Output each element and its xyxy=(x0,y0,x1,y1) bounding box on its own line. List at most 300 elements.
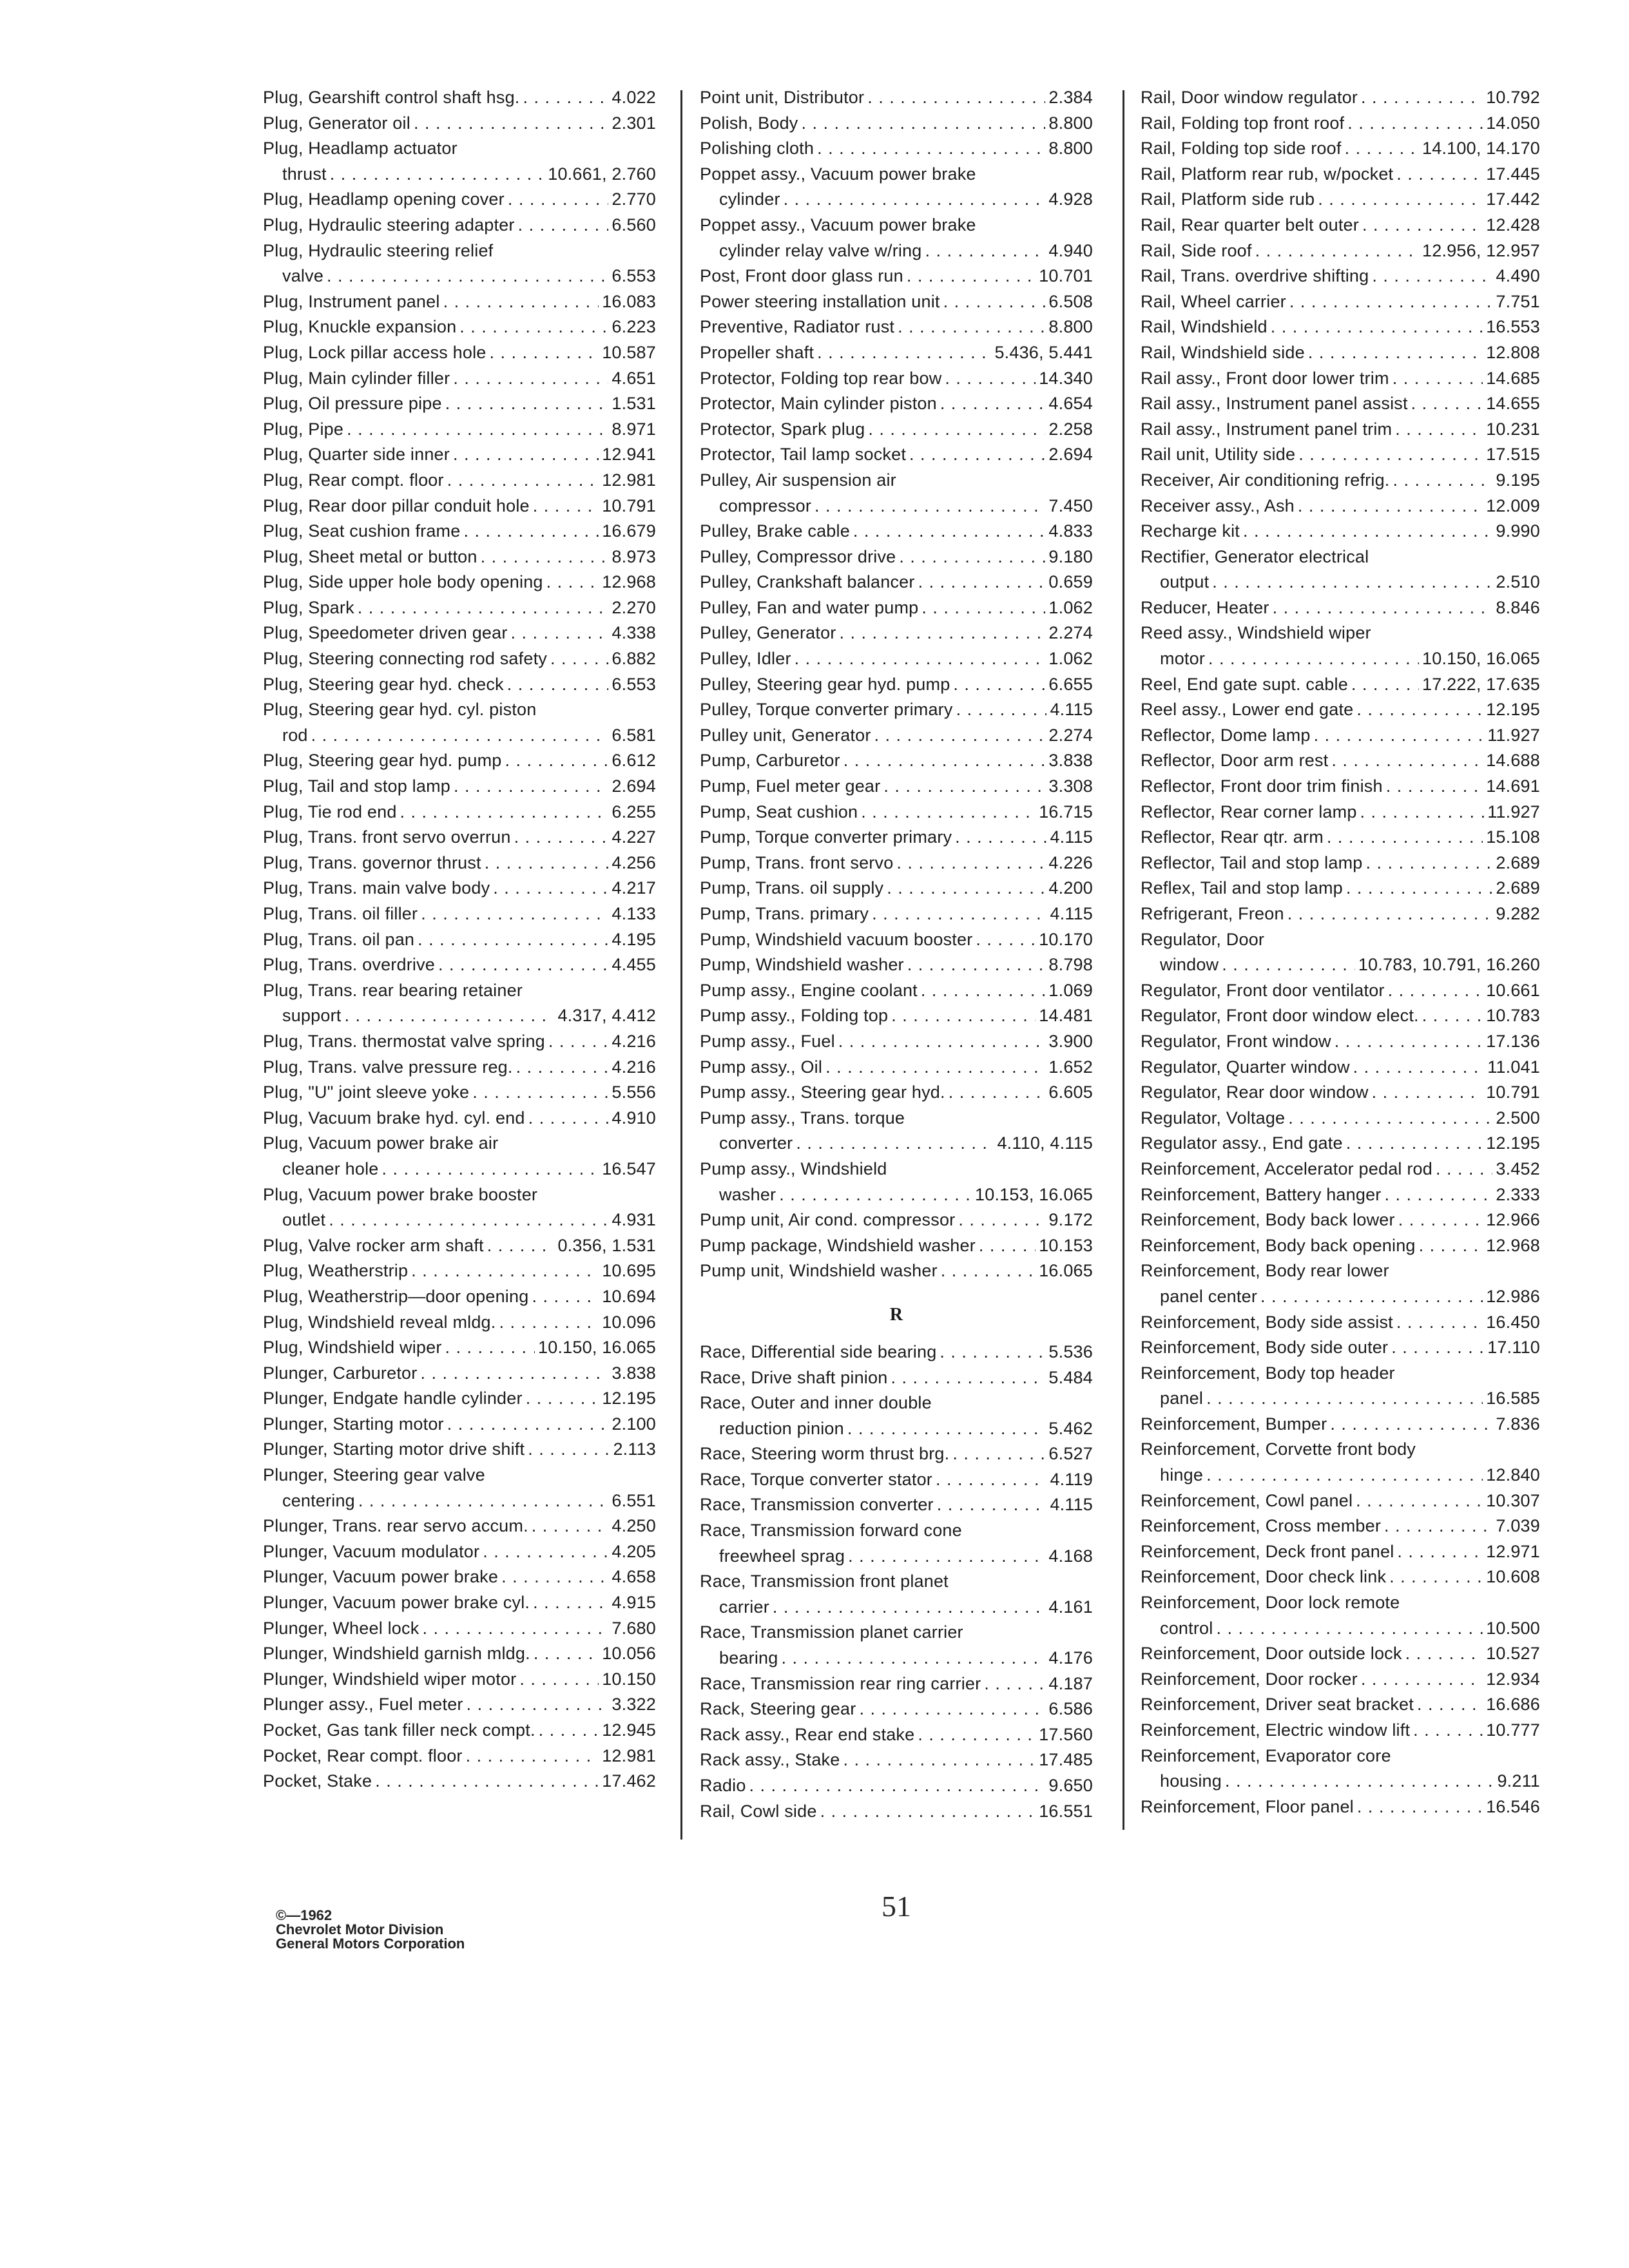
entry-heading: Poppet assy., Vacuum power brake xyxy=(700,215,976,235)
entry-reference: 12.428 xyxy=(1486,215,1540,235)
entry-label: Protector, Folding top rear bow xyxy=(700,368,942,388)
entry-label: Plug, Windshield reveal mldg. xyxy=(263,1312,496,1332)
entry-row xyxy=(263,1055,656,1081)
entry-row xyxy=(1141,595,1540,621)
entry-reference: 2.384 xyxy=(1048,88,1093,107)
entry-reference: 3.838 xyxy=(1048,751,1093,771)
entry-heading: Reed assy., Windshield wiper xyxy=(1141,623,1371,643)
entry-row xyxy=(263,1769,656,1794)
index-entry xyxy=(700,978,1093,1004)
index-entry xyxy=(263,1692,656,1718)
index-entry xyxy=(700,850,1093,876)
index-entry xyxy=(700,468,1093,519)
dot-leader xyxy=(779,1182,972,1208)
dot-leader xyxy=(358,595,609,621)
entry-row xyxy=(700,1441,1093,1467)
entry-reference: 5.556 xyxy=(612,1082,656,1102)
index-entry xyxy=(1141,1258,1540,1309)
index-entry xyxy=(1141,1361,1540,1412)
dot-leader xyxy=(418,927,608,953)
entry-reference: 4.651 xyxy=(612,368,656,388)
entry-label: Pump assy., Engine coolant xyxy=(700,980,918,1000)
entry-reference: 2.694 xyxy=(612,776,656,796)
dot-leader xyxy=(447,1412,609,1437)
dot-leader xyxy=(1396,162,1483,187)
entry-label: Regulator, Voltage xyxy=(1141,1108,1286,1128)
entry-reference: 17.485 xyxy=(1039,1750,1093,1770)
entry-row xyxy=(700,901,1093,927)
entry-label: Reflector, Dome lamp xyxy=(1141,725,1311,745)
dot-leader xyxy=(899,544,1045,570)
entry-label: Plug, Oil pressure pipe xyxy=(263,394,442,414)
entry-reference: 10.777 xyxy=(1486,1720,1540,1740)
dot-leader xyxy=(1362,213,1483,238)
dot-leader xyxy=(1419,1233,1483,1259)
index-entry xyxy=(700,1390,1093,1441)
entry-reference: 17.515 xyxy=(1486,445,1540,465)
index-entry xyxy=(1141,238,1540,264)
entry-label: Plug, Knuckle expansion xyxy=(263,317,457,337)
entry-label: Pump, Fuel meter gear xyxy=(700,776,881,796)
index-entry xyxy=(700,340,1093,366)
dot-leader xyxy=(485,850,609,876)
entry-row xyxy=(1141,1692,1540,1718)
entry-label: Regulator, Rear door window xyxy=(1141,1082,1369,1102)
entry-reference: 10.695 xyxy=(602,1261,656,1281)
entry-label: Pulley, Generator xyxy=(700,623,836,643)
dot-leader xyxy=(1353,1055,1485,1081)
entry-label: Rail, Door window regulator xyxy=(1141,88,1358,107)
entry-row xyxy=(263,1539,656,1565)
entry-row xyxy=(1141,85,1540,111)
entry-row xyxy=(263,774,656,800)
entry-label: Plug, Trans. oil pan xyxy=(263,929,415,949)
entry-label: Rail, Wheel carrier xyxy=(1141,291,1286,311)
entry-label: Plunger, Endgate handle cylinder xyxy=(263,1389,523,1408)
entry-reference: 10.701 xyxy=(1039,266,1093,286)
entry-label: Rail, Rear quarter belt outer xyxy=(1141,215,1359,235)
entry-reference: 6.551 xyxy=(612,1490,656,1510)
entry-label: Plug, Vacuum brake hyd. cyl. end xyxy=(263,1108,525,1128)
entry-reference: 1.062 xyxy=(1048,649,1093,669)
entry-reference: 7.751 xyxy=(1496,291,1540,311)
index-entry xyxy=(263,620,656,646)
dot-leader xyxy=(533,494,599,519)
entry-reference: 4.119 xyxy=(1050,1469,1093,1489)
index-entry xyxy=(700,1157,1093,1207)
entry-row xyxy=(700,952,1093,978)
index-entry xyxy=(700,1747,1093,1773)
entry-label: Pump, Windshield washer xyxy=(700,955,904,975)
entry-reference: 17.445 xyxy=(1486,164,1540,184)
index-entry xyxy=(263,1182,656,1233)
entry-label: Plug, Spark xyxy=(263,597,354,617)
dot-leader xyxy=(1345,136,1419,162)
entry-row xyxy=(1141,1284,1540,1310)
entry-label: Reflex, Tail and stop lamp xyxy=(1141,878,1343,898)
entry-row xyxy=(700,570,1093,595)
index-entry xyxy=(700,1799,1093,1825)
entry-label: centering xyxy=(282,1490,355,1510)
entry-reference: 10.791 xyxy=(1486,1082,1540,1102)
entry-row xyxy=(1141,1080,1540,1106)
dot-leader xyxy=(463,519,599,544)
entry-reference: 9.172 xyxy=(1048,1210,1093,1230)
entry-heading: Rectifier, Generator electrical xyxy=(1141,546,1369,566)
entry-label: Race, Drive shaft pinion xyxy=(700,1367,888,1387)
entry-row xyxy=(700,876,1093,901)
entry-row xyxy=(263,1335,656,1361)
dot-leader xyxy=(843,748,1046,774)
dot-leader xyxy=(1372,1080,1483,1106)
entry-row xyxy=(263,1361,656,1387)
entry-row xyxy=(263,519,656,544)
entry-heading: Race, Transmission front planet xyxy=(700,1571,949,1591)
index-entry xyxy=(1141,1080,1540,1106)
index-entry xyxy=(263,85,656,111)
column-divider-left xyxy=(680,90,682,1840)
entry-reference: 12.808 xyxy=(1486,342,1540,362)
entry-row xyxy=(263,672,656,698)
dot-leader xyxy=(853,519,1046,544)
index-entry xyxy=(1141,1157,1540,1182)
entry-label: freewheel sprag xyxy=(719,1546,845,1566)
entry-reference: 4.115 xyxy=(1050,904,1093,923)
entry-reference: 11.927 xyxy=(1487,802,1540,822)
entry-label: Rail, Windshield side xyxy=(1141,342,1305,362)
dot-leader xyxy=(817,340,991,366)
entry-label: Plunger, Vacuum power brake xyxy=(263,1567,499,1587)
entry-row xyxy=(1141,1157,1540,1182)
entry-reference: 4.455 xyxy=(612,955,656,975)
dot-leader xyxy=(539,1718,599,1744)
entry-reference: 17.560 xyxy=(1039,1724,1093,1744)
entry-row xyxy=(263,723,656,749)
index-entry xyxy=(700,314,1093,340)
dot-leader xyxy=(1366,850,1493,876)
entry-reference: 3.838 xyxy=(612,1363,656,1383)
index-entry xyxy=(1141,774,1540,800)
dot-leader xyxy=(1411,391,1483,417)
entry-reference: 12.934 xyxy=(1486,1669,1540,1689)
index-entry xyxy=(1141,264,1540,289)
dot-leader xyxy=(953,672,1045,698)
entry-reference: 3.308 xyxy=(1048,776,1093,796)
index-entry xyxy=(1141,442,1540,468)
entry-label: Reducer, Heater xyxy=(1141,597,1269,617)
entry-label: Pulley, Brake cable xyxy=(700,521,850,541)
entry-label: Reinforcement, Deck front panel xyxy=(1141,1541,1394,1561)
entry-label: Rail, Side roof xyxy=(1141,240,1252,260)
dot-leader xyxy=(501,1564,608,1590)
entry-label: Reflector, Front door trim finish xyxy=(1141,776,1383,796)
entry-row xyxy=(263,1641,656,1667)
index-entry xyxy=(1141,1667,1540,1693)
index-entry xyxy=(263,1437,656,1463)
entry-reference: 14.655 xyxy=(1486,394,1540,414)
dot-leader xyxy=(796,1131,994,1157)
dot-leader xyxy=(925,238,1046,264)
entry-label: Reinforcement, Body side assist xyxy=(1141,1312,1393,1332)
dot-leader xyxy=(548,1029,609,1055)
dot-leader xyxy=(422,1616,608,1642)
entry-reference: 8.800 xyxy=(1048,317,1093,337)
entry-label: carrier xyxy=(719,1597,769,1617)
index-entry xyxy=(263,1539,656,1565)
index-entry xyxy=(263,1361,656,1387)
index-entry xyxy=(1141,1641,1540,1667)
entry-row xyxy=(700,136,1093,162)
entry-label: Reinforcement, Battery hanger xyxy=(1141,1184,1382,1204)
dot-leader xyxy=(532,1514,609,1539)
index-entry xyxy=(263,1744,656,1769)
entry-row xyxy=(700,366,1093,392)
entry-label: Plug, "U" joint sleeve yoke xyxy=(263,1082,470,1102)
entry-label: converter xyxy=(719,1133,793,1153)
entry-row xyxy=(700,544,1093,570)
entry-reference: 4.490 xyxy=(1496,266,1540,286)
entry-row xyxy=(1141,136,1540,162)
entry-label: Pulley, Compressor drive xyxy=(700,546,896,566)
index-entry xyxy=(1141,391,1540,417)
entry-reference: 5.484 xyxy=(1048,1367,1093,1387)
entry-reference: 14.340 xyxy=(1039,368,1093,388)
entry-label: Refrigerant, Freon xyxy=(1141,904,1284,923)
entry-label: Protector, Tail lamp socket xyxy=(700,445,907,465)
entry-reference: 6.255 xyxy=(612,802,656,822)
dot-leader xyxy=(784,187,1046,213)
index-entry xyxy=(700,544,1093,570)
entry-row xyxy=(1141,391,1540,417)
entry-label: Reel assy., Lower end gate xyxy=(1141,700,1354,720)
dot-leader xyxy=(887,876,1045,901)
dot-leader xyxy=(523,85,609,111)
entry-reference: 10.150 xyxy=(602,1669,656,1689)
entry-row xyxy=(700,1182,1093,1208)
dot-leader xyxy=(454,774,608,800)
index-entry xyxy=(263,494,656,519)
index-entry xyxy=(1141,187,1540,213)
entry-reference: 0.356, 1.531 xyxy=(557,1235,656,1255)
entry-label: Reinforcement, Cross member xyxy=(1141,1516,1382,1536)
entry-row xyxy=(263,850,656,876)
entry-row xyxy=(263,1157,656,1182)
entry-row xyxy=(700,672,1093,698)
entry-row xyxy=(263,289,656,315)
dot-leader xyxy=(329,1207,608,1233)
entry-reference: 9.211 xyxy=(1497,1771,1540,1791)
entry-reference: 10.694 xyxy=(602,1286,656,1306)
index-entry xyxy=(1141,1207,1540,1233)
entry-row xyxy=(700,1365,1093,1391)
entry-label: Point unit, Distributor xyxy=(700,88,865,107)
dot-leader xyxy=(358,1488,609,1514)
index-entry xyxy=(263,1463,656,1514)
entry-reference: 10.096 xyxy=(602,1312,656,1332)
dot-leader xyxy=(1289,289,1493,315)
entry-label: Pump assy., Steering gear hyd. xyxy=(700,1082,945,1102)
dot-leader xyxy=(898,314,1045,340)
entry-label: Reflector, Door arm rest xyxy=(1141,751,1329,771)
entry-row xyxy=(263,1412,656,1437)
entry-row xyxy=(1141,468,1540,494)
entry-reference: 10.783, 10.791, 16.260 xyxy=(1358,955,1540,975)
entry-row xyxy=(1141,1616,1540,1642)
entry-reference: 1.531 xyxy=(612,394,656,414)
dot-leader xyxy=(945,366,1036,392)
dot-leader xyxy=(1255,238,1419,264)
entry-label: Plug, Speedometer driven gear xyxy=(263,623,508,643)
entry-row xyxy=(1141,1310,1540,1336)
index-entry xyxy=(1141,289,1540,315)
dot-leader xyxy=(330,162,545,187)
dot-leader xyxy=(1422,1003,1483,1029)
index-entry xyxy=(700,366,1093,392)
entry-reference: 2.270 xyxy=(612,597,656,617)
dot-leader xyxy=(1395,417,1483,443)
entry-reference: 4.658 xyxy=(612,1567,656,1587)
entry-row xyxy=(700,1646,1093,1671)
dot-leader xyxy=(958,1207,1045,1233)
entry-reference: 2.694 xyxy=(1048,445,1093,465)
dot-leader xyxy=(749,1773,1046,1799)
index-entry xyxy=(700,1106,1093,1157)
dot-leader xyxy=(311,723,609,749)
entry-row xyxy=(1141,1233,1540,1259)
entry-label: Pump package, Windshield washer xyxy=(700,1235,976,1255)
entry-label: Plug, Tie rod end xyxy=(263,802,397,822)
entry-reference: 17.442 xyxy=(1486,189,1540,209)
index-entry xyxy=(700,901,1093,927)
entry-row xyxy=(263,111,656,137)
index-entry xyxy=(1141,927,1540,978)
entry-row xyxy=(1141,213,1540,238)
dot-leader xyxy=(1391,1335,1484,1361)
entry-label: Reinforcement, Electric window lift xyxy=(1141,1720,1411,1740)
dot-leader xyxy=(1357,1794,1483,1820)
dot-leader xyxy=(874,723,1046,749)
entry-reference: 6.586 xyxy=(1048,1699,1093,1719)
entry-row xyxy=(700,1696,1093,1722)
entry-row xyxy=(1141,1029,1540,1055)
dot-leader xyxy=(1335,1029,1483,1055)
entry-heading: Pump assy., Windshield xyxy=(700,1158,887,1178)
index-entry xyxy=(700,1003,1093,1029)
entry-label: Pump, Windshield vacuum booster xyxy=(700,929,973,949)
index-entry xyxy=(1141,1131,1540,1157)
entry-label: Pump assy., Folding top xyxy=(700,1006,889,1026)
dot-leader xyxy=(848,1544,1045,1570)
index-entry xyxy=(263,748,656,774)
entry-reference: 7.836 xyxy=(1496,1414,1540,1434)
entry-label: Pump, Torque converter primary xyxy=(700,827,952,847)
entry-label: Plug, Lock pillar access hole xyxy=(263,342,487,362)
entry-label: panel center xyxy=(1160,1286,1258,1306)
entry-reference: 10.231 xyxy=(1486,419,1540,439)
dot-leader xyxy=(820,1799,1036,1825)
entry-reference: 9.180 xyxy=(1048,546,1093,566)
entry-label: Race, Steering worm thrust brg. xyxy=(700,1444,950,1464)
entry-label: Rail unit, Utility side xyxy=(1141,445,1296,465)
entry-reference: 4.195 xyxy=(612,929,656,949)
entry-heading: Pump assy., Trans. torque xyxy=(700,1108,905,1128)
entry-reference: 10.791 xyxy=(602,495,656,515)
index-entry xyxy=(263,570,656,595)
entry-row xyxy=(700,978,1093,1004)
entry-reference: 16.686 xyxy=(1486,1695,1540,1715)
entry-reference: 4.227 xyxy=(612,827,656,847)
entry-reference: 2.689 xyxy=(1496,852,1540,872)
entry-reference: 10.661, 2.760 xyxy=(548,164,656,184)
entry-row xyxy=(700,595,1093,621)
entry-label: Reel, End gate supt. cable xyxy=(1141,674,1348,694)
entry-label: Rail, Folding top side roof xyxy=(1141,139,1342,159)
dot-leader xyxy=(1298,442,1483,468)
entry-row xyxy=(700,620,1093,646)
entry-row xyxy=(700,264,1093,289)
entry-row xyxy=(700,850,1093,876)
entry-label: Rail, Folding top front roof xyxy=(1141,113,1345,133)
index-entry xyxy=(1141,1412,1540,1437)
entry-row xyxy=(263,1718,656,1744)
entry-label: Pulley, Idler xyxy=(700,649,791,669)
entry-reference: 14.688 xyxy=(1486,751,1540,771)
dot-leader xyxy=(1396,1310,1483,1336)
dot-leader xyxy=(445,391,609,417)
entry-row xyxy=(1141,952,1540,978)
index-entry xyxy=(1141,800,1540,825)
index-entry xyxy=(700,417,1093,443)
entry-reference: 7.450 xyxy=(1048,495,1093,515)
entry-reference: 5.536 xyxy=(1048,1341,1093,1361)
dot-leader xyxy=(1351,672,1419,698)
entry-reference: 0.659 xyxy=(1048,572,1093,592)
index-entry xyxy=(700,1340,1093,1365)
entry-label: Rack assy., Stake xyxy=(700,1750,840,1770)
entry-row xyxy=(700,1207,1093,1233)
dot-leader xyxy=(815,494,1045,519)
entry-row xyxy=(263,366,656,392)
entry-heading: Reinforcement, Body top header xyxy=(1141,1363,1395,1383)
dot-leader xyxy=(411,1258,599,1284)
index-entry xyxy=(700,1620,1093,1671)
entry-row xyxy=(700,800,1093,825)
dot-leader xyxy=(382,1157,599,1182)
entry-label: Regulator assy., End gate xyxy=(1141,1133,1343,1153)
dot-leader xyxy=(817,136,1045,162)
dot-leader xyxy=(825,1055,1045,1081)
entry-reference: 2.274 xyxy=(1048,725,1093,745)
index-entry xyxy=(700,136,1093,162)
entry-label: Plug, Pipe xyxy=(263,419,344,439)
index-entry xyxy=(700,723,1093,749)
entry-reference: 4.110, 4.115 xyxy=(997,1133,1093,1153)
entry-reference: 16.553 xyxy=(1486,317,1540,337)
entry-label: Plug, Weatherstrip xyxy=(263,1261,409,1281)
entry-reference: 6.605 xyxy=(1048,1082,1093,1102)
entry-row xyxy=(263,1744,656,1769)
entry-label: bearing xyxy=(719,1648,778,1668)
dot-leader xyxy=(943,289,1046,315)
entry-reference: 16.679 xyxy=(602,521,656,541)
entry-label: Plug, Trans. main valve body xyxy=(263,878,490,898)
entry-reference: 2.113 xyxy=(613,1439,656,1459)
entry-reference: 5.436, 5.441 xyxy=(994,342,1093,362)
entry-heading: Reinforcement, Body rear lower xyxy=(1141,1261,1389,1281)
entry-label: Reinforcement, Body back lower xyxy=(1141,1210,1395,1230)
index-entry xyxy=(263,1769,656,1794)
entry-row xyxy=(700,927,1093,953)
